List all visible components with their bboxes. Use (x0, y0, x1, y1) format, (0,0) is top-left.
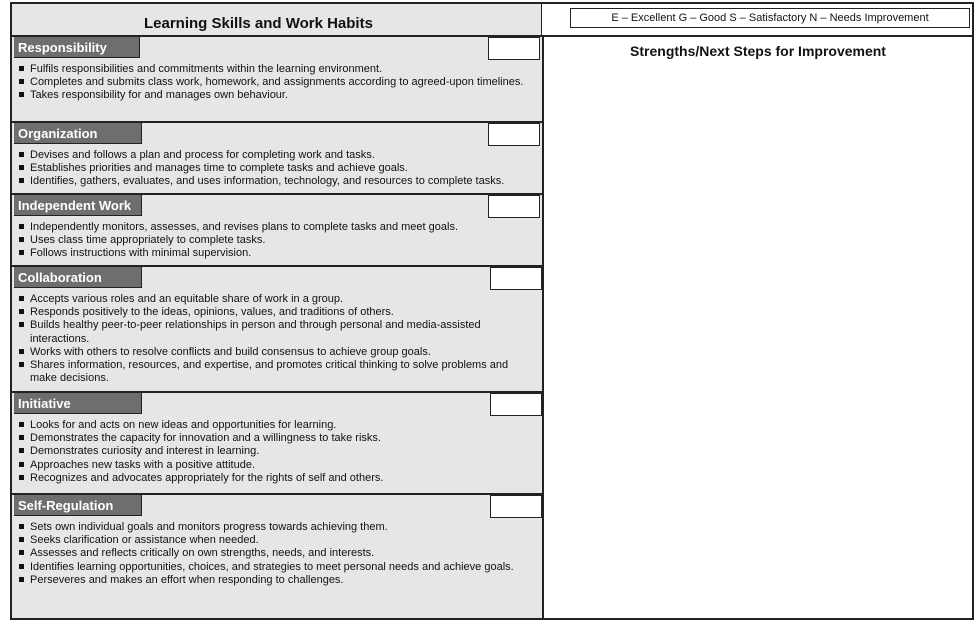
criteria-list (18, 149, 538, 189)
list-item: Demonstrates curiosity and interest in learning. (18, 445, 538, 458)
list-item: Follows instructions with minimal supervision. (18, 247, 538, 260)
section-independent-work (12, 193, 542, 265)
list-item: Assesses and reflects critically on own strengths, needs, and interests. (18, 547, 538, 560)
criteria-list (18, 419, 538, 485)
rating-input-collaboration[interactable] (490, 267, 542, 290)
comments-area[interactable] (542, 35, 972, 618)
rating-input-self-regulation[interactable] (490, 495, 542, 518)
comments-title: Strengths/Next Steps for Improvement (630, 43, 886, 59)
report-card-frame (10, 2, 974, 620)
list-item: Fulfils responsibilities and commitments within the learning environment. (18, 63, 538, 76)
section-self-regulation (12, 493, 542, 618)
list-item: Independently monitors, assesses, and revises plans to complete tasks and meet goals. (18, 221, 538, 234)
rating-legend: E – Excellent G – Good S – Satisfactory N – Needs Improvement (570, 8, 970, 28)
list-item: Approaches new tasks with a positive attitude. (18, 459, 538, 472)
section-initiative (12, 391, 542, 493)
skills-column (12, 35, 542, 618)
section-title: Independent Work (14, 195, 142, 216)
list-item: Demonstrates the capacity for innovation and a willingness to take risks. (18, 432, 538, 445)
list-item: Shares information, resources, and expertise, and promotes critical thinking to solve problems and make decisions. (18, 359, 538, 385)
section-header (12, 4, 542, 37)
list-item: Accepts various roles and an equitable share of work in a group. (18, 293, 538, 306)
list-item: Seeks clarification or assistance when needed. (18, 534, 538, 547)
list-item: Builds healthy peer-to-peer relationships in person and through personal and media-assisted interactions. (18, 319, 538, 345)
rating-input-initiative[interactable] (490, 393, 542, 416)
list-item: Looks for and acts on new ideas and opportunities for learning. (18, 419, 538, 432)
criteria-list (18, 63, 538, 103)
rating-input-independent-work[interactable] (488, 195, 540, 218)
criteria-list (18, 221, 538, 261)
section-responsibility (12, 35, 542, 121)
section-title: Organization (14, 123, 142, 144)
list-item: Devises and follows a plan and process for completing work and tasks. (18, 149, 538, 162)
section-organization (12, 121, 542, 193)
list-item: Identifies learning opportunities, choices, and strategies to meet personal needs and achieve goals. (18, 561, 538, 574)
criteria-list (18, 521, 538, 587)
list-item: Recognizes and advocates appropriately for the rights of self and others. (18, 472, 538, 485)
section-collaboration (12, 265, 542, 391)
list-item: Takes responsibility for and manages own behaviour. (18, 89, 538, 102)
list-item: Identifies, gathers, evaluates, and uses information, technology, and resources to complete tasks. (18, 175, 538, 188)
list-item: Sets own individual goals and monitors progress towards achieving them. (18, 521, 538, 534)
section-title: Collaboration (14, 267, 142, 288)
list-item: Perseveres and makes an effort when responding to challenges. (18, 574, 538, 587)
page-title: Learning Skills and Work Habits (144, 15, 373, 32)
list-item: Establishes priorities and manages time to complete tasks and achieve goals. (18, 162, 538, 175)
section-title: Initiative (14, 393, 142, 414)
rating-input-organization[interactable] (488, 123, 540, 146)
section-title: Self-Regulation (14, 495, 142, 516)
criteria-list (18, 293, 538, 385)
list-item: Completes and submits class work, homework, and assignments according to agreed-upon timelines. (18, 76, 538, 89)
list-item: Works with others to resolve conflicts and build consensus to achieve group goals. (18, 346, 538, 359)
list-item: Responds positively to the ideas, opinions, values, and traditions of others. (18, 306, 538, 319)
list-item: Uses class time appropriately to complete tasks. (18, 234, 538, 247)
section-title: Responsibility (14, 37, 140, 58)
rating-input-responsibility[interactable] (488, 37, 540, 60)
